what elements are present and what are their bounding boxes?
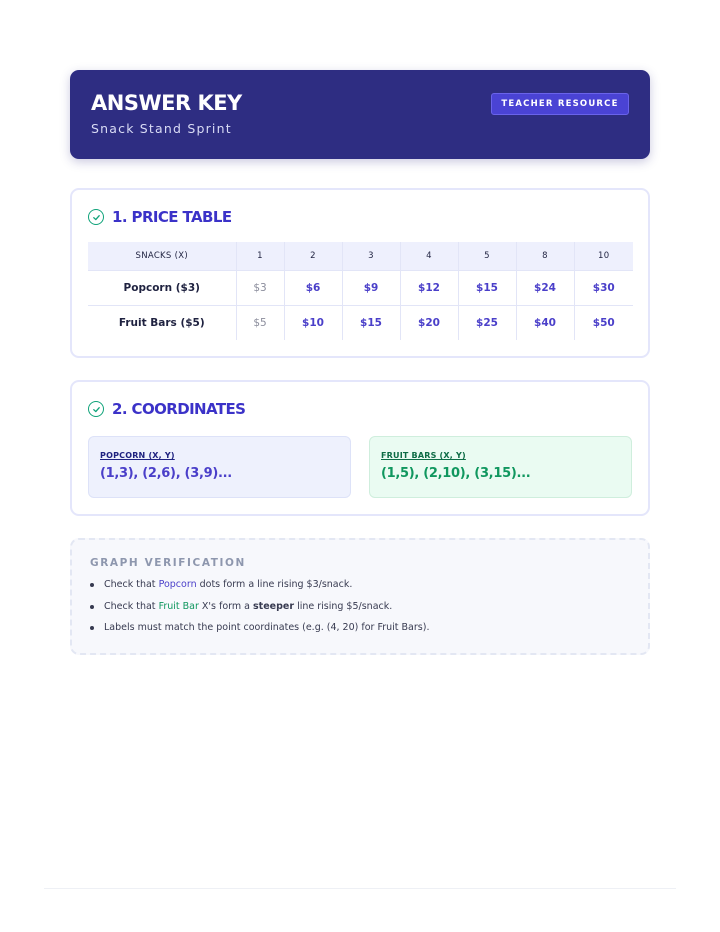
column-header: 1 [236, 242, 284, 270]
page-title: ANSWER KEY [91, 91, 242, 115]
section-header [88, 206, 632, 228]
section-title: 2. COORDINATES [112, 400, 246, 418]
table-cell: $5 [236, 305, 284, 340]
table-row [88, 305, 633, 340]
table-cell: $24 [516, 270, 574, 305]
column-header: 2 [284, 242, 342, 270]
table-cell: $3 [236, 270, 284, 305]
popcorn-coordinates-values: (1,3), (2,6), (3,9)... [100, 466, 232, 481]
verification-list [90, 578, 630, 643]
teacher-resource-badge: TEACHER RESOURCE [491, 93, 629, 115]
check-circle-icon [88, 209, 104, 225]
table-cell: $20 [400, 305, 458, 340]
column-header: 8 [516, 242, 574, 270]
section-header [88, 398, 632, 420]
table-cell: $9 [342, 270, 400, 305]
coordinates-section [70, 380, 650, 516]
price-table [88, 242, 633, 340]
graph-verification-section [70, 538, 650, 655]
popcorn-highlight: Popcorn [158, 579, 197, 590]
table-cell: $6 [284, 270, 342, 305]
coordinates-row [88, 436, 632, 498]
row-label: Fruit Bars ($5) [88, 305, 236, 340]
fruit-bars-coordinates-values: (1,5), (2,10), (3,15)... [381, 466, 531, 481]
table-cell: $40 [516, 305, 574, 340]
column-header: 4 [400, 242, 458, 270]
row-label: Popcorn ($3) [88, 270, 236, 305]
price-table-section [70, 188, 650, 358]
table-cell: $15 [458, 270, 516, 305]
page-subtitle: Snack Stand Sprint [91, 121, 232, 136]
table-cell: $10 [284, 305, 342, 340]
column-header: 5 [458, 242, 516, 270]
table-cell: $50 [574, 305, 633, 340]
steeper-emphasis: steeper [253, 600, 295, 612]
column-header: 10 [574, 242, 633, 270]
column-header: 3 [342, 242, 400, 270]
answer-key-page [70, 70, 650, 655]
popcorn-coordinates-label: POPCORN (X, Y) [100, 451, 175, 460]
footer-divider [44, 888, 676, 889]
list-item: Labels must match the point coordinates (e.g. (4, 20) for Fruit Bars). [90, 621, 630, 643]
table-cell: $12 [400, 270, 458, 305]
verification-title: GRAPH VERIFICATION [90, 557, 246, 569]
check-circle-icon [88, 401, 104, 417]
table-cell: $30 [574, 270, 633, 305]
table-cell: $25 [458, 305, 516, 340]
list-item: Check that Popcorn dots form a line rising $3/snack. [90, 578, 630, 600]
popcorn-coordinates-box [88, 436, 351, 498]
header-banner [70, 70, 650, 159]
fruit-bars-coordinates-box [369, 436, 632, 498]
table-header-row [88, 242, 633, 270]
fruit-bar-highlight: Fruit Bar [158, 600, 199, 612]
table-cell: $15 [342, 305, 400, 340]
table-row [88, 270, 633, 305]
fruit-bars-coordinates-label: FRUIT BARS (X, Y) [381, 451, 466, 460]
column-header: SNACKS (X) [88, 242, 236, 270]
list-item: Check that Fruit Bar X's form a steeper line rising $5/snack. [90, 600, 630, 622]
section-title: 1. PRICE TABLE [112, 208, 232, 226]
